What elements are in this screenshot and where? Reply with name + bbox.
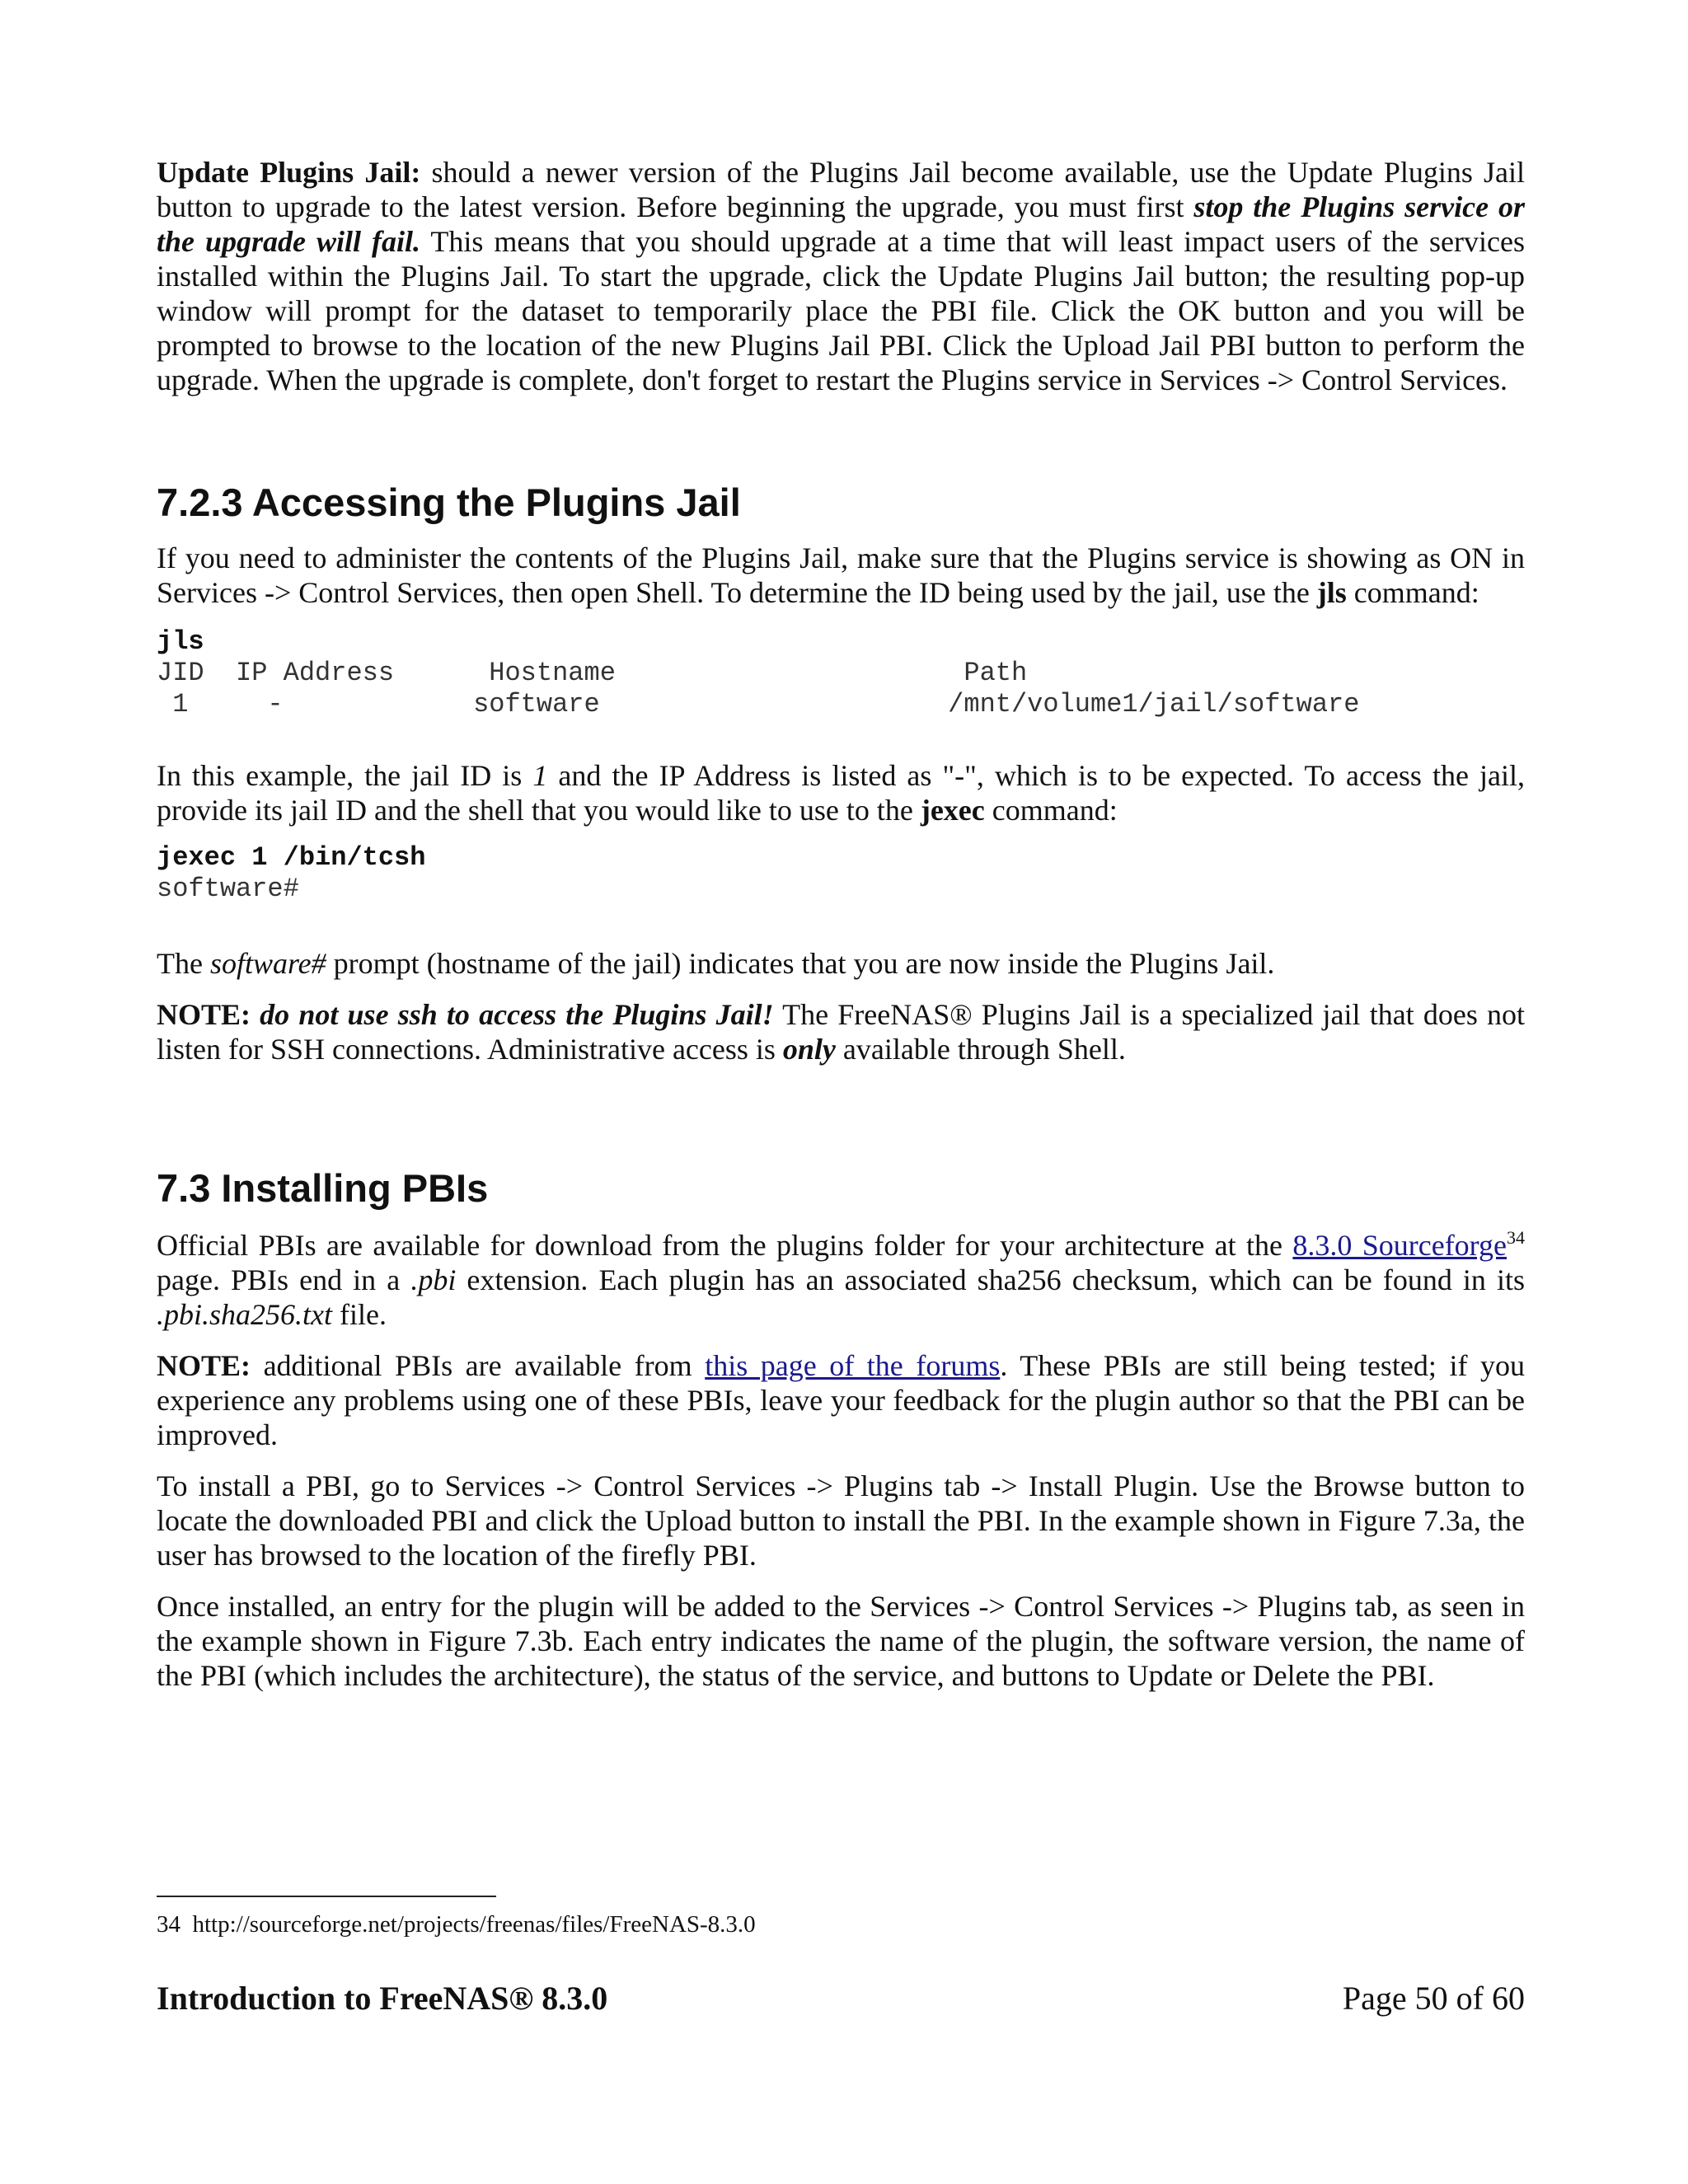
pbi-extension: .pbi	[410, 1263, 457, 1296]
jexec-code-block	[157, 842, 1525, 905]
installed-entry-paragraph	[157, 1589, 1525, 1693]
jexec-prompt: software#	[157, 874, 299, 904]
jail-intro-paragraph	[157, 541, 1525, 610]
official-pbis-paragraph	[157, 1228, 1525, 1332]
update-plugins-jail-paragraph	[157, 155, 1525, 397]
jls-command: jls	[157, 626, 204, 657]
ssh-note-label: NOTE:	[157, 998, 251, 1031]
update-plugins-jail-label: Update Plugins Jail:	[157, 156, 421, 189]
jls-output-row: 1 - software /mnt/volume1/jail/software	[157, 689, 1360, 719]
example-text-2: and the IP Address is listed as "-", which is to be expected. To access the jail, provide its jail ID and the shell that you would like to use to the	[157, 759, 1525, 827]
forums-note-paragraph	[157, 1348, 1525, 1452]
update-warning: stop the Plugins service or the upgrade will fail.	[157, 190, 1525, 258]
jls-inline-command: jls	[1316, 576, 1347, 609]
footer-page-number: Page 50 of 60	[1342, 1980, 1525, 2017]
ssh-note-text-1: The FreeNAS® Plugins Jail is a specialized jail that does not listen for SSH connections. Administrative access is	[157, 998, 1526, 1066]
footer-title: Introduction to FreeNAS® 8.3.0	[157, 1980, 608, 2017]
pbis-text-2: page. PBIs end in a	[157, 1263, 411, 1296]
section-7-3	[157, 1165, 1525, 1212]
ssh-note-warning: do not use ssh to access the Plugins Jail!	[251, 998, 774, 1031]
section-7-2-3	[157, 480, 1525, 526]
forums-note-text-2: . These PBIs are still being tested; if you experience any problems using one of these PBIs, leave your feedback for the plugin author so that the PBI can be improved.	[157, 1349, 1525, 1451]
forums-note-text-1: additional PBIs are available from	[251, 1349, 706, 1382]
jail-example-paragraph	[157, 758, 1525, 827]
example-jail-id: 1	[532, 759, 548, 792]
forums-note-label: NOTE:	[157, 1349, 251, 1382]
jexec-command: jexec 1 /bin/tcsh	[157, 842, 426, 873]
prompt-text-2: prompt (hostname of the jail) indicates that you are now inside the Plugins Jail.	[326, 947, 1275, 980]
install-pbi-paragraph	[157, 1469, 1525, 1572]
section-heading-7-3: 7.3 Installing PBIs	[157, 1166, 489, 1210]
footnote-number: 34	[157, 1911, 181, 1938]
jexec-inline-command: jexec	[920, 794, 985, 827]
prompt-name: software#	[209, 947, 326, 980]
jls-output-header: JID IP Address Hostname Path	[157, 658, 1028, 688]
footnote-url: http://sourceforge.net/projects/freenas/files/FreeNAS-8.3.0	[192, 1911, 756, 1938]
prompt-paragraph	[157, 946, 1525, 981]
jls-code-block	[157, 626, 1525, 720]
pbis-text-1: Official PBIs are available for download from the plugins folder for your architecture at the	[157, 1229, 1293, 1262]
jail-intro-text-1: If you need to administer the contents of the Plugins Jail, make sure that the Plugins service is showing as ON in Services -> Control Services, then open Shell. To determine the ID being used by the jail, use the	[157, 541, 1525, 609]
update-text-2: This means that you should upgrade at a time that will least impact users of the services installed within the Plugins Jail. To start the upgrade, click the Update Plugins Jail button; the resulting pop-up window will prompt for the dataset to temporarily place the PBI file. Click the OK button and you will be prompted to browse to the location of the new Plugins Jail PBI. Click the Upload Jail PBI button to perform the upgrade. When the upgrade is complete, don't forget to restart the Plugins service in Services -> Control Services.	[157, 225, 1525, 396]
install-pbi-text: To install a PBI, go to Services -> Control Services -> Plugins tab -> Install Plugin. Use the Browse button to locate the downloaded PBI and click the Upload button to install the PBI. In the example shown in Figure 7.3a, the user has browsed to the location of the firefly PBI.	[157, 1469, 1525, 1572]
jail-intro-text-2: command:	[1346, 576, 1479, 609]
pbis-text-3: extension. Each plugin has an associated sha256 checksum, which can be found in its	[456, 1263, 1525, 1296]
footnote-34	[157, 1910, 756, 1938]
forums-link[interactable]: this page of the forums	[705, 1349, 1001, 1382]
pbis-text-4: file.	[332, 1298, 387, 1331]
example-text-1: In this example, the jail ID is	[157, 759, 533, 792]
ssh-note-only: only	[782, 1033, 836, 1066]
update-text-1: should a newer version of the Plugins Jail become available, use the Update Plugins Jail button to upgrade to the latest version. Before beginning the upgrade, you must first	[157, 156, 1526, 223]
installed-entry-text: Once installed, an entry for the plugin will be added to the Services -> Control Services -> Plugins tab, as seen in the example shown in Figure 7.3b. Each entry indicates the name of the plugin, the software version, the name of the PBI (which includes the architecture), the status of the service, and buttons to Update or Delete the PBI.	[157, 1590, 1525, 1692]
footnote-divider	[157, 1896, 496, 1897]
ssh-note-text-2: available through Shell.	[835, 1033, 1126, 1066]
document-page	[157, 0, 1525, 2184]
sha256-file: .pbi.sha256.txt	[157, 1298, 332, 1331]
example-text-3: command:	[984, 794, 1118, 827]
ssh-note-paragraph	[157, 997, 1525, 1066]
footnote-ref-34: 34	[1507, 1227, 1525, 1248]
section-heading-7-2-3: 7.2.3 Accessing the Plugins Jail	[157, 480, 741, 524]
sourceforge-link[interactable]: 8.3.0 Sourceforge	[1292, 1229, 1507, 1262]
prompt-text-1: The	[157, 947, 210, 980]
